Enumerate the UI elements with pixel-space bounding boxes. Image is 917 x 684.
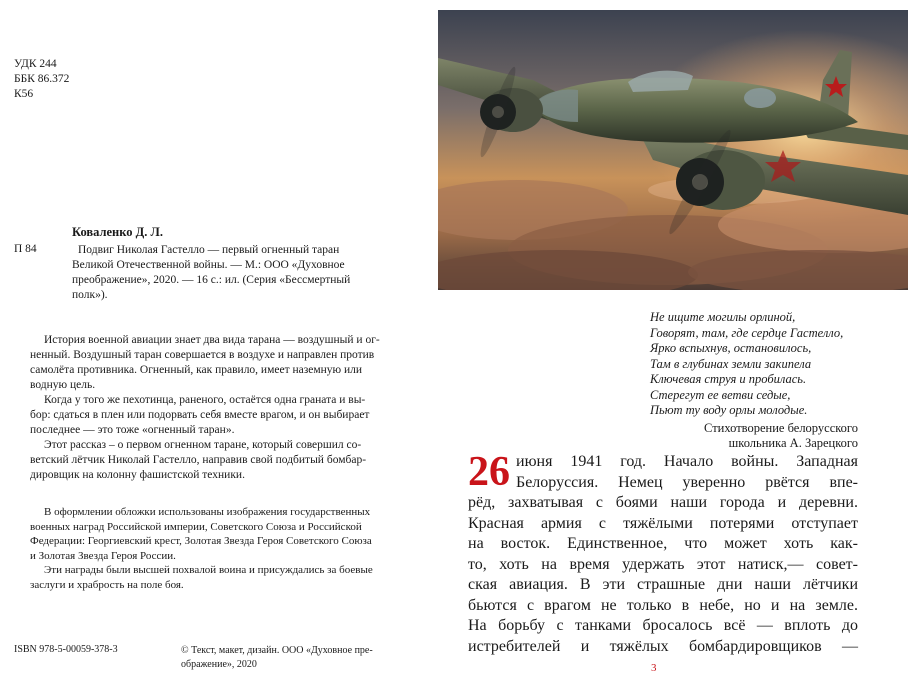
udk-code: УДК 244	[14, 58, 57, 70]
annotation-paragraph: Когда у того же пехотинца, раненого, остаётся одна граната и вы- бор: сдаться в плен или подорвать себя вместе врагом, и он выбирает последнее — это тоже «огненный таран».	[30, 394, 370, 436]
text-line: истребителей и тяжёлых бомбардировщиков —	[468, 637, 858, 655]
poem-line: Ярко вспыхнув, остановилось,	[650, 341, 812, 355]
bbk-code: ББК 86.372	[14, 73, 70, 85]
text-line: июня 1941 год. Начало войны. Западная	[516, 453, 858, 470]
aircraft-illustration	[438, 10, 908, 290]
text-line: рёд, захватывая с боями наши города и деревни.	[468, 494, 858, 511]
text-line: Белоруссия. Немец уверенно рвётся впе-	[516, 473, 858, 491]
annotation-paragraph: История военной авиации знает два вида тарана — воздушный и ог- ненный. Воздушный таран совершается в воздухе и направлен против самолёта противника. Огненный, как правило, имеет наземную или водную цель.	[30, 334, 380, 391]
poem-line: Стерегут ее ветви седые,	[650, 387, 791, 402]
annotation-paragraph: Этот рассказ – о первом огненном таране, который совершил со- ветский лётчик Николай Гастелло, направив свой подбитый бомбар- дировщик на колонну фашистской техники.	[30, 439, 367, 481]
poem-line: Говорят, там, где сердце Гастелло,	[650, 325, 844, 340]
poem-line: Ключевая струя и пробилась.	[650, 372, 807, 386]
drop-cap-date: 26	[468, 449, 510, 495]
epigraph-poem	[650, 310, 843, 419]
author-name: Коваленко Д. Л.	[72, 225, 163, 239]
text-line: Красная армия с тяжёлыми потерями отступает	[468, 514, 858, 532]
annotation	[30, 333, 414, 483]
poem-line: Пьют ту воду орлы молодые.	[650, 403, 808, 417]
isbn: ISBN 978-5-00059-378-3	[14, 644, 118, 655]
cover-note-paragraph: В оформлении обложки использованы изображения государственных военных наград Российской империи, Советского Союза и Российской Федерации: Георгиевский крест, Золотая Звезда Героя Советского Союза и Золотая Звезда Героя России.	[30, 506, 372, 562]
bib-line: полк»).	[72, 289, 108, 301]
page-number: 3	[651, 662, 657, 674]
copyright: © Текст, макет, дизайн. ООО «Духовное пре- ображение», 2020	[181, 645, 373, 670]
poem-line: Не ищите могилы орлиной,	[650, 310, 796, 324]
bib-line: преображение», 2020. — 16 с.: ил. (Серия «Бессмертный	[72, 274, 351, 286]
poem-signature: Стихотворение белорусского школьника А. Зарецкого	[704, 421, 858, 450]
text-line: на восток. Единственное, что может хоть как-	[468, 535, 858, 552]
author-mark: К56	[14, 88, 34, 100]
poem-line: Там в глубинах земли закипела	[650, 356, 812, 371]
cover-note-paragraph: Эти награды были высшей похвалой воина и присуждались за боевые заслуги и храбрость на поле боя.	[30, 564, 373, 591]
text-line: то, хоть на время удержать этот натиск,— совет-	[468, 555, 858, 573]
shelf-code: П 84	[14, 243, 37, 255]
text-line: ская авиация. В эти страшные дни наши лётчики	[468, 576, 858, 593]
text-line: бьются с врагом не только в небе, но и на земле.	[468, 596, 858, 614]
bibliographic-record	[72, 243, 412, 303]
text-line: На борьбу с танками бросалось всё — вплоть до	[468, 617, 858, 634]
bib-line: Великой Отечественной войны. — М.: ООО «Духовное	[72, 259, 345, 271]
bib-line: Подвиг Николая Гастелло — первый огненный таран	[78, 244, 340, 256]
main-text	[468, 449, 858, 657]
catalog-codes	[14, 57, 69, 102]
cover-note	[30, 505, 414, 592]
